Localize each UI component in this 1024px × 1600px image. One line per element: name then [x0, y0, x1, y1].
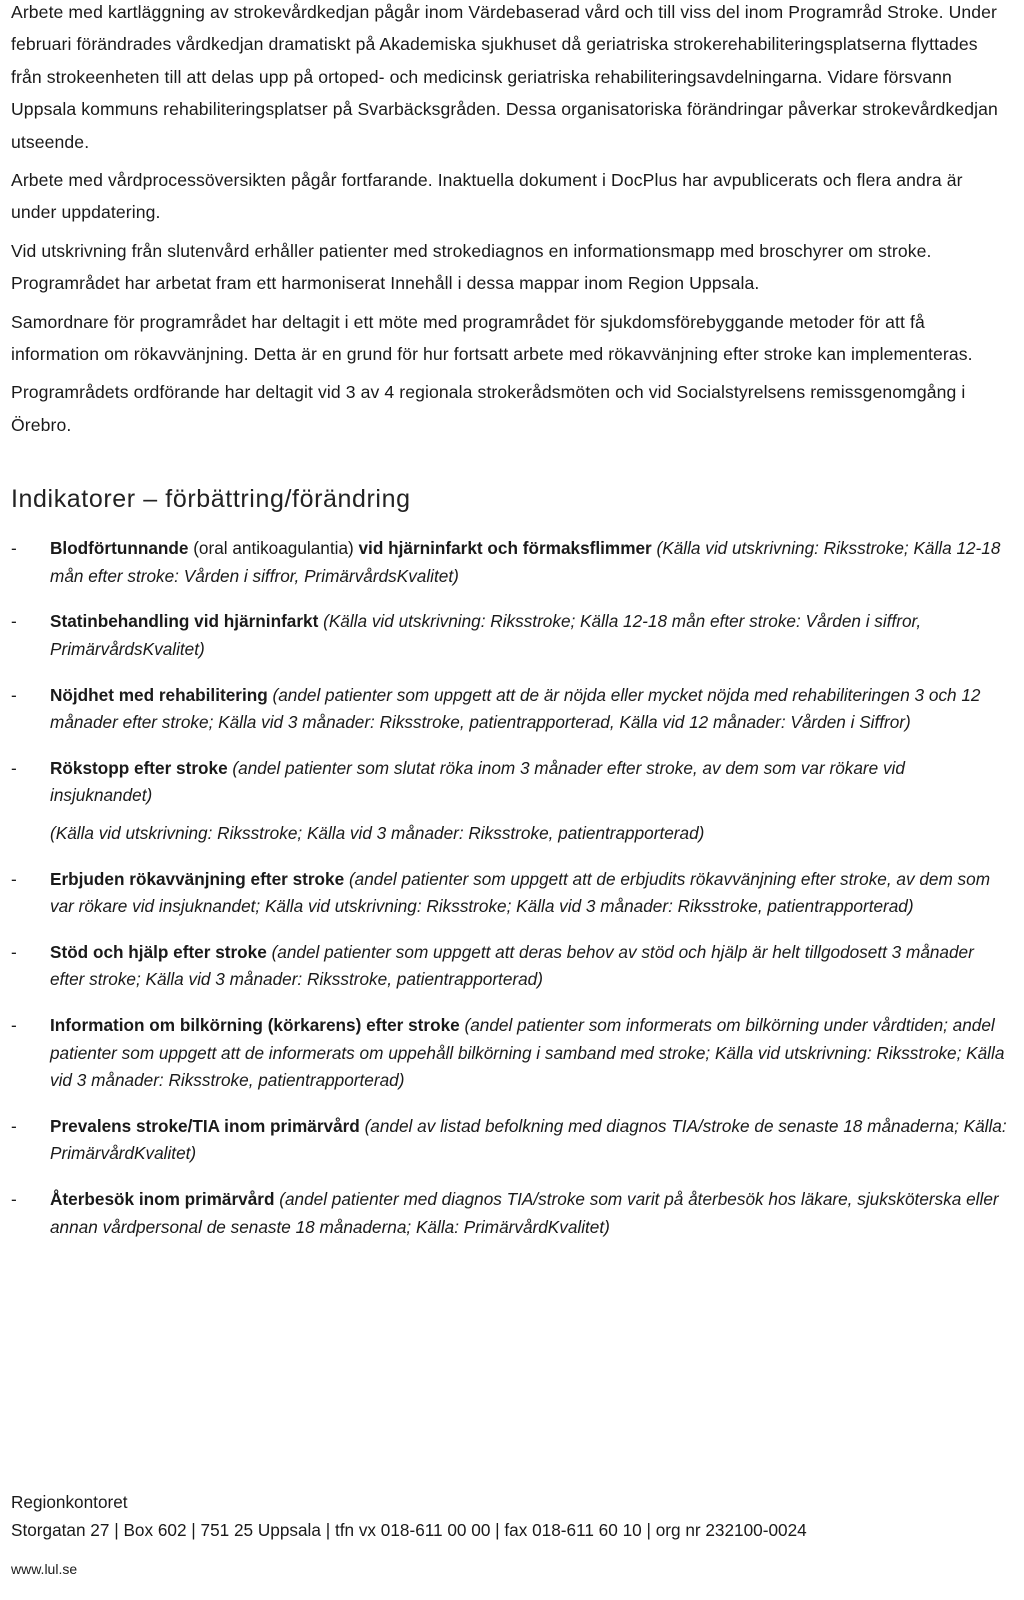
indicator-extra-source: (Källa vid utskrivning: Riksstroke; Källa vid 3 månader: Riksstroke, patientrapporterad)	[50, 823, 705, 844]
footer-website-link[interactable]: www.lul.se	[11, 1561, 78, 1577]
indicator-item	[11, 1186, 1011, 1241]
list-dash: -	[11, 538, 17, 559]
indicator-title: Stöd och hjälp efter stroke	[50, 941, 267, 962]
indicator-title: Nöjdhet med rehabilitering	[50, 684, 268, 705]
indicator-source: (andel patienter som uppgett att deras behov av stöd och hjälp är helt tillgodosett 3 månader efter stroke; Källa vid 3 månader: Riksstroke, patientrapporterad)	[50, 941, 974, 990]
indicator-title: Statinbehandling vid hjärninfarkt	[50, 611, 319, 632]
indicator-item	[11, 535, 1011, 590]
list-dash: -	[11, 757, 17, 778]
indicator-source: (andel patienter som uppgett att de erbjudits rökavvänjning efter stroke, av dem som var rökare vid insjuknandet; Källa vid utskrivning: Riksstroke; Källa vid 3 månader: Riksstroke, patientrapporterad)	[50, 868, 991, 917]
indicator-title: Information om bilkörning (körkarens) efter stroke	[50, 1015, 460, 1035]
indicator-title: Återbesök inom primärvård	[50, 1188, 275, 1209]
paragraph-ordforande: Programrådets ordförande har deltagit vid 3 av 4 regionala strokerådsmöten och vid Socialstyrelsens remissgenomgång i Örebro.	[11, 382, 966, 435]
indicator-source: (andel patienter med diagnos TIA/stroke som varit på återbesök hos läkare, sjuksköterska eller annan vårdpersonal de senaste 18 månaderna; Källa: PrimärvårdKvalitet)	[50, 1188, 999, 1237]
indicator-title: Rökstopp efter stroke	[50, 757, 228, 778]
list-dash: -	[11, 941, 17, 962]
indicator-source: (Källa vid utskrivning: Riksstroke; Källa 12-18 mån efter stroke: Vården i siffror, PrimärvårdsKvalitet)	[50, 611, 922, 660]
list-dash: -	[11, 1015, 17, 1035]
indicator-note: (oral antikoagulantia)	[188, 538, 359, 559]
indicator-title-cont: vid hjärninfarkt och förmaksflimmer	[358, 538, 652, 559]
indicator-source: (andel patienter som informerats om bilkörning under vårdtiden; andel patienter som uppgett att de informerats om uppehåll bilkörning i samband med stroke; Källa vid utskrivning: Riksstroke; Källa vid 3 månader: Riksstroke, patientrapporterad)	[50, 1015, 1005, 1091]
list-dash: -	[11, 611, 17, 632]
indicator-item	[11, 608, 1011, 663]
section-heading-indikatorer: Indikatorer – förbättring/förändring	[11, 485, 411, 514]
paragraph-rokavvanjning: Samordnare för programrådet har deltagit i ett möte med programrådet för sjukdomsförebyggande metoder för att få information om rökavvänjning. Detta är en grund för hur fortsatt arbete med rökavvänjning efter stroke kan implementeras.	[11, 311, 973, 365]
indicator-title: Erbjuden rökavvänjning efter stroke	[50, 868, 345, 889]
document-body	[11, 0, 1011, 1259]
list-dash: -	[11, 1188, 17, 1209]
indicator-source: (andel patienter som uppgett att de är nöjda eller mycket nöjda med rehabiliteringen 3 och 12 månader efter stroke; Källa vid 3 månader: Riksstroke, patientrapporterad, Källa vid 12 månader: Vården i Siffror)	[50, 684, 981, 733]
indicator-item	[11, 939, 1011, 994]
paragraph-informationsmapp: Vid utskrivning från slutenvård erhåller patienter med strokediagnos en informationsmapp med broschyrer om stroke. Programrådet har arbetat fram ett harmoniserat Innehåll i dessa mappar inom Region Uppsala.	[11, 240, 932, 294]
indicator-source: (Källa vid utskrivning: Riksstroke; Källa 12-18 mån efter stroke: Vården i siffror, PrimärvårdsKvalitet)	[50, 538, 1001, 586]
page-footer	[11, 1488, 1016, 1577]
footer-org-name: Regionkontoret	[11, 1492, 128, 1512]
indicator-item	[11, 682, 1011, 737]
paragraph-vardkedja: Arbete med kartläggning av strokevårdkedjan pågår inom Värdebaserad vård och till viss del inom Programråd Stroke. Under februari förändrades vårdkedjan dramatiskt på Akademiska sjukhuset då geriatriska strokerehabiliteringsplatserna flyttades från strokeenheten till att delas upp på ortoped- och medicinsk geriatriska rehabiliteringsavdelningarna. Vidare försvann Uppsala kommuns rehabiliteringsplatser på Svarbäcksgråden. Dessa organisatoriska förändringar påverkar strokevårdkedjan utseende.	[11, 2, 998, 152]
indicator-item	[11, 866, 1011, 921]
indicator-list	[11, 535, 1011, 1241]
indicator-title: Prevalens stroke/TIA inom primärvård	[50, 1115, 360, 1136]
paragraph-vardprocess: Arbete med vårdprocessöversikten pågår fortfarande. Inaktuella dokument i DocPlus har avpublicerats och flera andra är under uppdatering.	[11, 170, 963, 223]
indicator-source: (andel av listad befolkning med diagnos TIA/stroke de senaste 18 månaderna; Källa: PrimärvårdKvalitet)	[50, 1115, 1007, 1164]
list-dash: -	[11, 868, 17, 889]
list-dash: -	[11, 1115, 17, 1136]
list-dash: -	[11, 684, 17, 705]
indicator-item	[11, 755, 1011, 848]
indicator-item	[11, 1113, 1011, 1168]
indicator-item	[11, 1012, 1011, 1095]
indicator-source: (andel patienter som slutat röka inom 3 månader efter stroke, av dem som var rökare vid insjuknandet)	[50, 757, 905, 806]
indicator-title: Blodförtunnande	[50, 538, 189, 559]
footer-address: Storgatan 27 | Box 602 | 751 25 Uppsala | tfn vx 018-611 00 00 | fax 018-611 60 10 | org nr 232100-0024	[11, 1520, 807, 1540]
